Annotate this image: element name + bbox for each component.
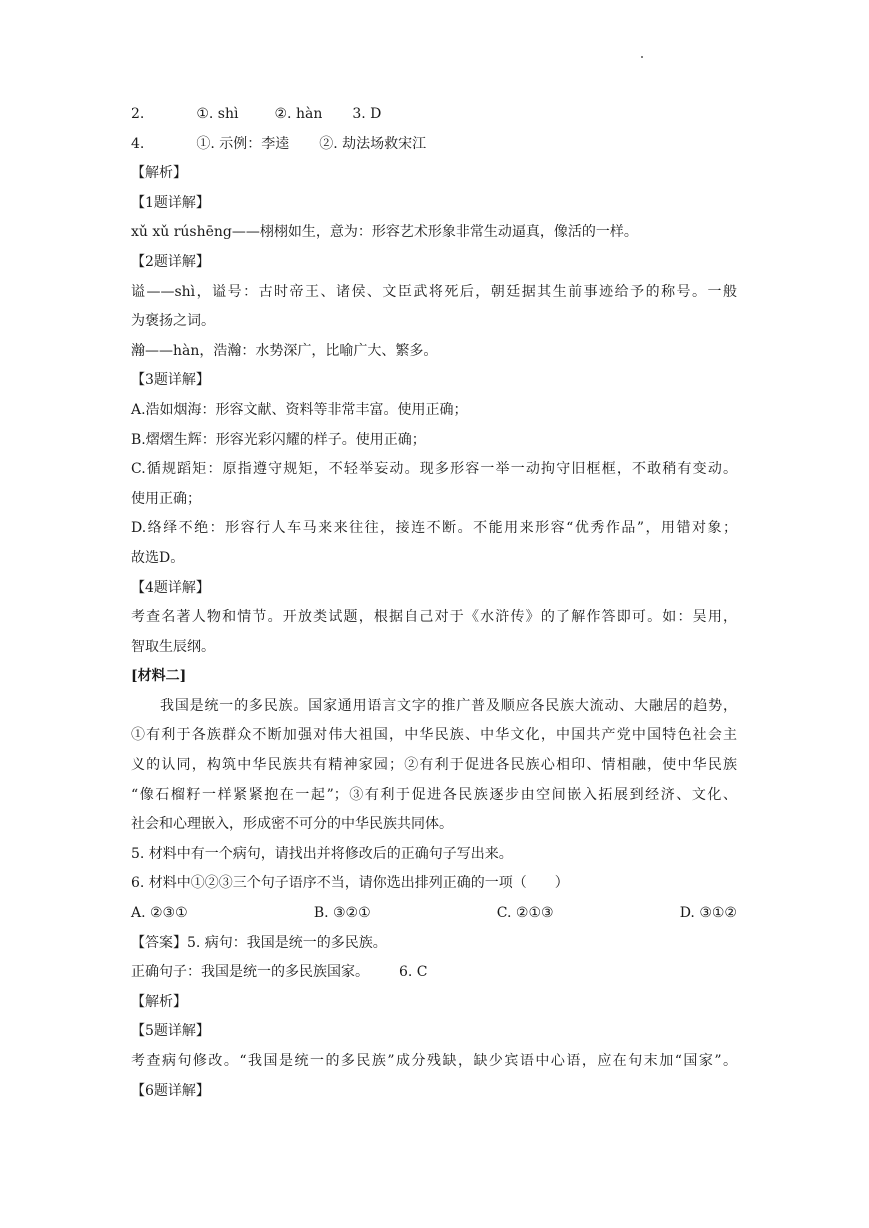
q4-answer-line bbox=[131, 130, 737, 160]
question-5: 5. 材料中有一个病句，请找出并将修改后的正确句子写出来。 bbox=[131, 845, 513, 862]
option-c: C. ②①③ bbox=[496, 905, 554, 922]
q3-answer: 3. D bbox=[352, 106, 382, 122]
q2-answer-b: ②. hàn bbox=[274, 106, 323, 122]
answer-5-a: 5. 病句：我国是统一的多民族。 bbox=[187, 934, 387, 951]
q4-number: 4. bbox=[131, 135, 145, 152]
header-dot bbox=[641, 56, 643, 58]
material-paragraph-line-4: “像石榴籽一样紧紧抱在一起”；③有利于促进各民族逐步由空间嵌入拓展到经济、文化、 bbox=[131, 786, 737, 803]
detail-2-text-1: 谥——shì，谥号：古时帝王、诸侯、文臣武将死后，朝廷据其生前事迹给予的称号。一般 bbox=[131, 283, 737, 300]
detail-3-option-d-2: 故选D。 bbox=[131, 549, 185, 566]
question-6: 6. 材料中①②③三个句子语序不当，请你选出排列正确的一项（ ） bbox=[131, 875, 569, 892]
material-paragraph-line-1: 我国是统一的多民族。国家通用语言文字的推广普及顺应各民族大流动、大融居的趋势， bbox=[160, 697, 737, 714]
answer-label: 【答案】 bbox=[131, 934, 187, 951]
option-a: A. ②③① bbox=[131, 905, 188, 922]
detail-4-text-1: 考查名著人物和情节。开放类试题，根据自己对于《水浒传》的了解作答即可。如：吴用， bbox=[131, 609, 737, 626]
answer-5-b: 正确句子：我国是统一的多民族国家。 bbox=[131, 964, 369, 981]
detail-1-heading: 【1题详解】 bbox=[131, 194, 210, 211]
answer-6: 6. C bbox=[399, 964, 428, 981]
material-paragraph-line-3: 义的认同，构筑中华民族共有精神家园；②有利于促进各民族心相印、情相融，使中华民族 bbox=[131, 757, 737, 774]
answer-line-1 bbox=[131, 929, 737, 959]
detail-2-heading: 【2题详解】 bbox=[131, 253, 210, 270]
q4-answer-a: ①. 示例：李逵 bbox=[196, 135, 290, 152]
analysis-heading: 【解析】 bbox=[131, 165, 187, 182]
q2-answer-line bbox=[131, 100, 737, 130]
detail-3-option-d-1: D.络绎不绝：形容行人车马来来往往，接连不断。不能用来形容“优秀作品”，用错对象； bbox=[131, 520, 737, 537]
detail-3-option-c-2: 使用正确； bbox=[131, 490, 201, 507]
answer-line-2 bbox=[131, 958, 737, 988]
detail-3-option-b: B.熠熠生辉：形容光彩闪耀的样子。使用正确； bbox=[131, 431, 426, 448]
material-2-heading: [材料二] bbox=[131, 668, 187, 685]
material-paragraph-line-5: 社会和心理嵌入，形成密不可分的中华民族共同体。 bbox=[131, 816, 453, 833]
detail-6-heading: 【6题详解】 bbox=[131, 1082, 210, 1099]
detail-4-text-2: 智取生辰纲。 bbox=[131, 638, 215, 655]
detail-2-text-3: 瀚——hàn，浩瀚：水势深广，比喻广大、繁多。 bbox=[131, 342, 438, 359]
detail-3-option-a: A.浩如烟海：形容文献、资料等非常丰富。使用正确； bbox=[131, 401, 468, 418]
detail-5-text: 考查病句修改。“我国是统一的多民族”成分残缺，缺少宾语中心语，应在句末加“国家”。 bbox=[131, 1053, 737, 1069]
analysis-heading-2: 【解析】 bbox=[131, 993, 187, 1010]
detail-1-text: xǔ xǔ rúshēng——栩栩如生，意为：形容艺术形象非常生动逼真，像活的一样。 bbox=[131, 224, 638, 241]
detail-3-option-c-1: C.循规蹈矩：原指遵守规矩，不轻举妄动。现多形容一举一动拘守旧框框，不敢稍有变动。 bbox=[131, 461, 737, 478]
document-page bbox=[131, 100, 737, 1106]
q2-answer-a: ①. shì bbox=[196, 106, 239, 122]
detail-2-text-2: 为褒扬之词。 bbox=[131, 313, 215, 330]
option-b: B. ③②① bbox=[313, 905, 371, 922]
detail-3-heading: 【3题详解】 bbox=[131, 372, 210, 389]
material-paragraph-line-2: ①有利于各族群众不断加强对伟大祖国，中华民族、中华文化，中国共产党中国特色社会主 bbox=[131, 727, 737, 744]
q4-answer-b: ②. 劫法场救宋江 bbox=[319, 135, 427, 152]
option-d: D. ③①② bbox=[679, 905, 737, 922]
detail-5-heading: 【5题详解】 bbox=[131, 1023, 210, 1040]
question-6-options bbox=[131, 899, 737, 929]
detail-4-heading: 【4题详解】 bbox=[131, 579, 210, 596]
q2-number: 2. bbox=[131, 106, 145, 122]
